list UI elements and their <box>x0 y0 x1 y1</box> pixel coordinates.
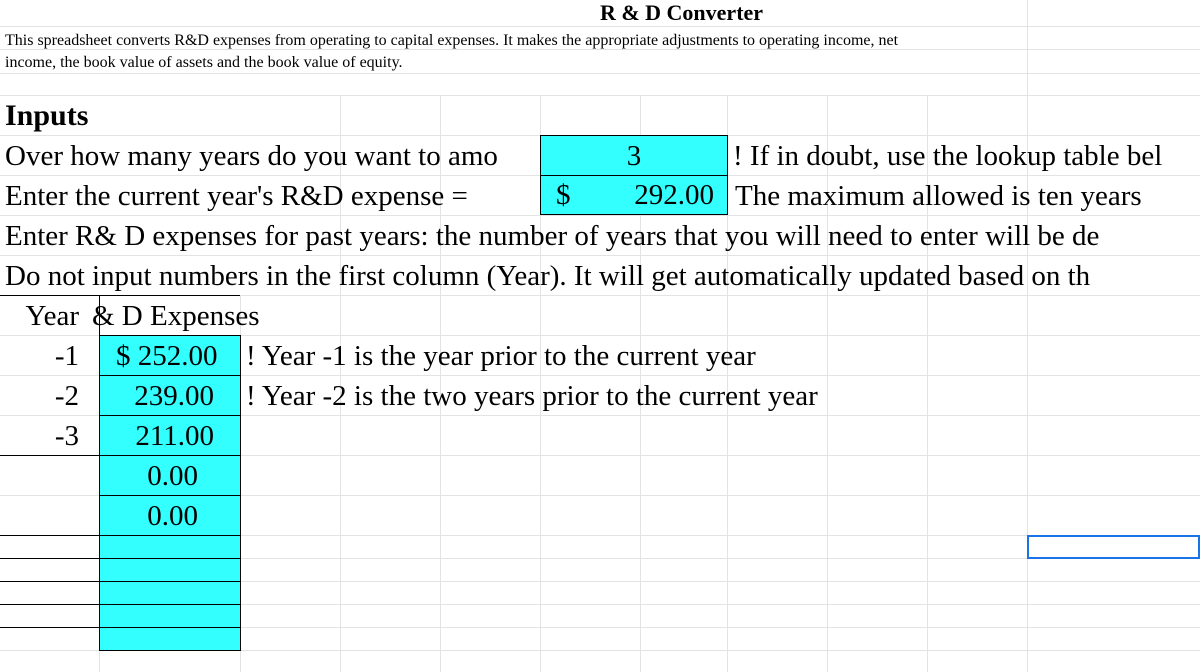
table-row-year: -1 <box>54 340 79 372</box>
selected-cell[interactable] <box>1027 535 1200 559</box>
amortize-years-note: ! If in doubt, use the lookup table bel <box>733 140 1163 172</box>
table-row-note: ! Year -2 is the two years prior to the current year <box>246 380 818 412</box>
current-rd-note: The maximum allowed is ten years <box>735 180 1142 212</box>
expenses-column-header: & D Expenses <box>92 300 260 332</box>
table-row-expense[interactable]: $ 252.00 <box>116 340 218 372</box>
current-rd-currency: $ <box>556 179 571 211</box>
current-rd-input[interactable] <box>540 175 728 215</box>
table-row-year: -3 <box>54 420 79 452</box>
description-line-1: This spreadsheet converts R&D expenses from operating to capital expenses. It makes the appropriate adjustments to operating income, net <box>5 32 899 49</box>
table-row-expense[interactable]: 211.00 <box>135 420 214 452</box>
amortize-years-label: Over how many years do you want to amo <box>5 140 498 172</box>
current-rd-value: 292.00 <box>634 179 714 211</box>
inputs-heading: Inputs <box>5 99 89 132</box>
year-column-instruction: Do not input numbers in the first column (Year). It will get automatically updated based on th <box>5 260 1091 292</box>
table-row-year: -2 <box>54 380 79 412</box>
amortize-years-value: 3 <box>626 140 642 172</box>
past-years-instruction: Enter R& D expenses for past years: the number of years that you will need to enter will be de <box>5 220 1100 252</box>
table-row-note: ! Year -1 is the year prior to the current year <box>246 340 756 372</box>
amortize-years-input[interactable] <box>540 135 728 176</box>
year-column-header: Year <box>25 300 79 332</box>
table-row-expense[interactable]: 0.00 <box>147 460 198 492</box>
page-title: R & D Converter <box>599 0 764 25</box>
table-row-expense[interactable]: 0.00 <box>147 500 198 532</box>
description-line-2: income, the book value of assets and the book value of equity. <box>5 54 403 71</box>
table-row-expense[interactable]: 239.00 <box>134 380 214 412</box>
current-rd-label: Enter the current year's R&D expense = <box>5 180 468 212</box>
